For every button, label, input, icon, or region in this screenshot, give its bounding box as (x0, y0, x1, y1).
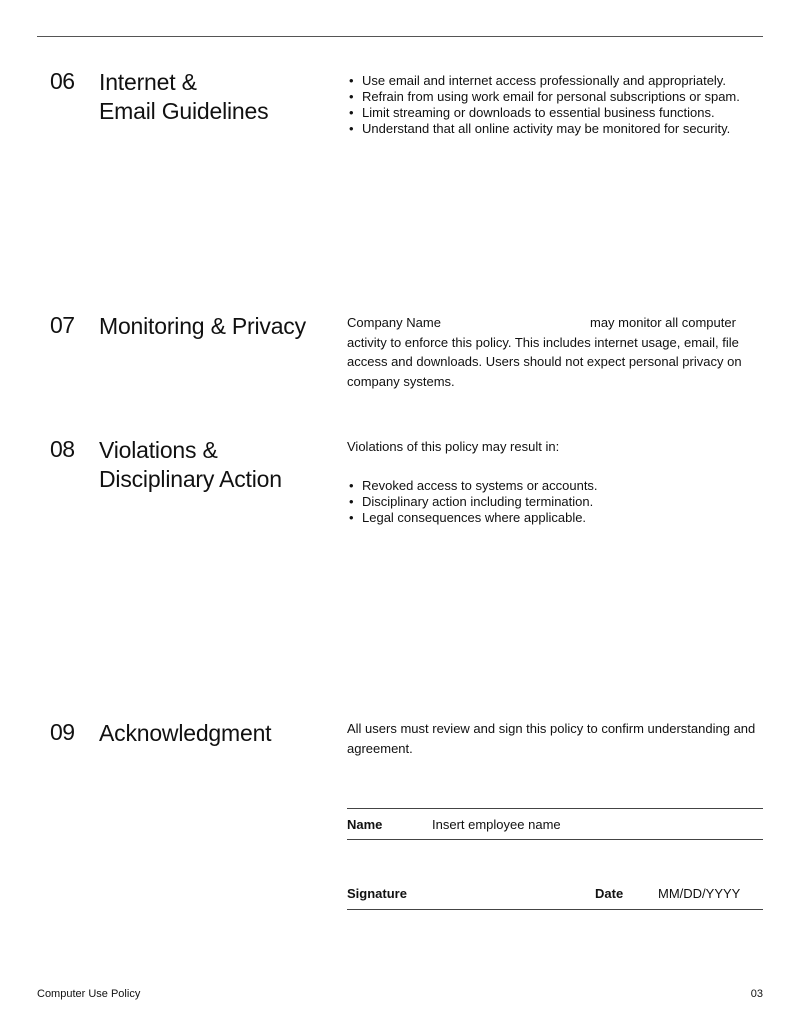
first-line (347, 313, 763, 333)
section-body (347, 313, 763, 391)
list-item: • Understand that all online activity may be monitored for security. (347, 121, 763, 137)
date-input[interactable]: MM/DD/YYYY (658, 886, 741, 901)
list-item: • Refrain from using work email for personal subscriptions or spam. (347, 89, 763, 105)
list-item: • Limit streaming or downloads to essential business functions. (347, 105, 763, 121)
section-body (347, 437, 763, 526)
signature-label: Signature (347, 886, 407, 901)
section-number: 08 (50, 436, 75, 462)
top-divider (37, 36, 763, 37)
monitor-text: may monitor all computer (590, 315, 736, 330)
paragraph: All users must review and sign this policy to confirm understanding and agreement. (347, 721, 756, 756)
footer-page-number: 03 (750, 988, 763, 1000)
section-title (99, 436, 334, 494)
section-title-line: Monitoring & Privacy (99, 313, 306, 339)
intro-text: Violations of this policy may result in: (347, 439, 560, 454)
name-input[interactable]: Insert employee name (432, 817, 561, 832)
list-item: • Disciplinary action including termination. (347, 494, 763, 510)
section-title (99, 312, 334, 341)
date-label: Date (595, 886, 624, 901)
bullet-list (347, 73, 763, 137)
section-title-line: Email Guidelines (99, 98, 269, 124)
signature-input[interactable] (417, 880, 587, 904)
list-item: • Use email and internet access professionally and appropriately. (347, 73, 763, 89)
name-field-row[interactable] (347, 809, 763, 840)
list-item: • Legal consequences where applicable. (347, 510, 763, 526)
section-body (347, 73, 763, 137)
section-number: 06 (50, 68, 75, 94)
bullet-list (347, 478, 763, 526)
list-item: • Revoked access to systems or accounts. (347, 478, 763, 494)
section-number: 09 (50, 719, 75, 745)
section-title (99, 68, 334, 126)
section-title-line: Internet & (99, 69, 197, 95)
section-title (99, 719, 334, 748)
footer-doc-title: Computer Use Policy (37, 988, 141, 1000)
section-title-line: Acknowledgment (99, 720, 272, 746)
paragraph: activity to enforce this policy. This includes internet usage, email, file access and downloads. Users should not expect personal privacy on company systems. (347, 334, 742, 389)
section-number: 07 (50, 312, 75, 338)
company-name-field[interactable]: Company Name (347, 315, 441, 330)
signature-field-row (347, 878, 763, 910)
name-label: Name (347, 817, 383, 832)
section-title-line: Disciplinary Action (99, 466, 282, 492)
section-title-line: Violations & (99, 437, 218, 463)
